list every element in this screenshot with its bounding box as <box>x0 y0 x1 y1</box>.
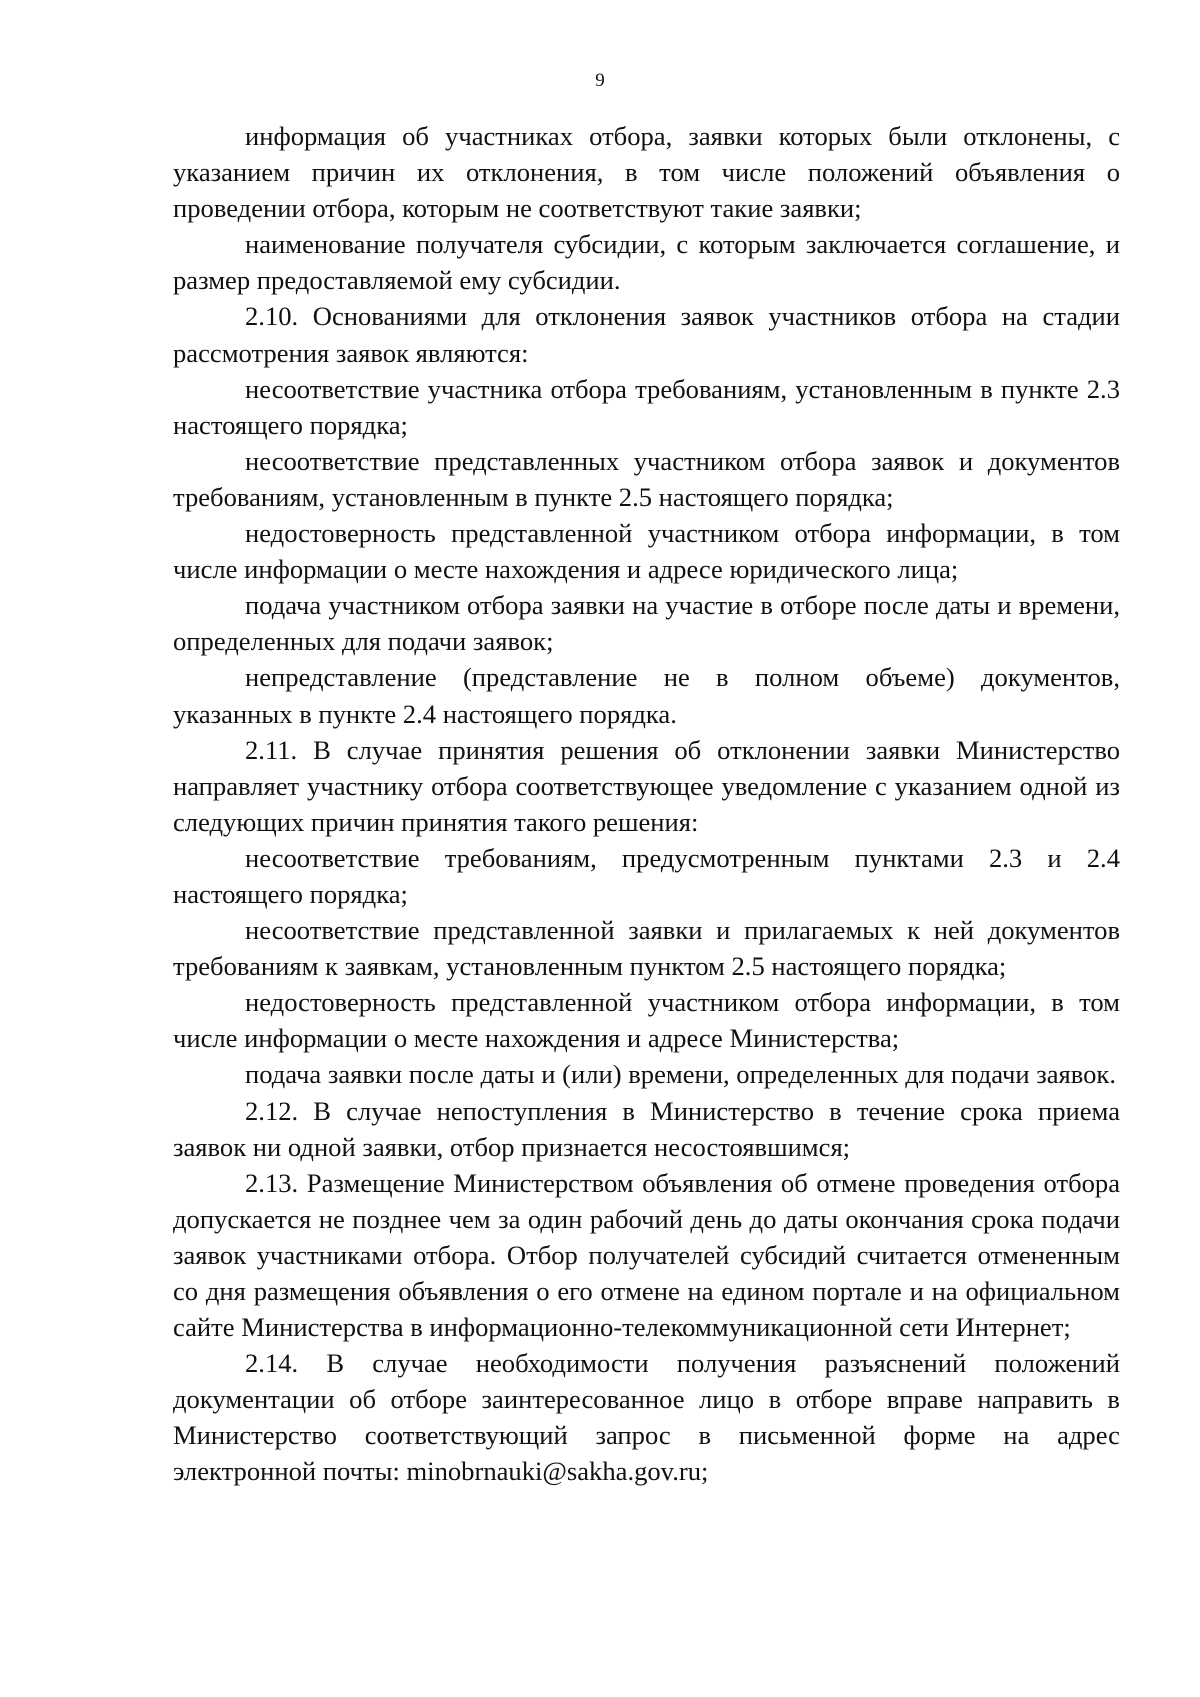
paragraph-rejected-participants-info: информация об участниках отбора, заявки которых были отклонены, с указанием причин их отклонения, в том числе положений объявления о проведении отбора, которым не соответствуют такие заявки; <box>173 121 1120 224</box>
paragraph-2-14-clarification-request: 2.14. В случае необходимости получения разъяснений положений документации об отборе заинтересованное лицо в отборе вправе направить в Министерство соответствующий запрос в письменной форме на адрес электронной почты: minobrnauki@sakha.gov.ru; <box>173 1348 1120 1487</box>
paragraph-missing-documents: непредставление (представление не в полном объеме) документов, указанных в пункте 2.4 настоящего порядка. <box>173 662 1120 729</box>
paragraph-2-12-no-applications: 2.12. В случае непоступления в Министерство в течение срока приема заявок ни одной заявки, отбор признается несостоявшимся; <box>173 1095 1120 1162</box>
document-body <box>173 118 1120 1490</box>
paragraph-late-submission-time: подача заявки после даты и (или) времени, определенных для подачи заявок. <box>245 1059 1116 1090</box>
paragraph-unreliable-information-ministry: недостоверность представленной участником отбора информации, в том числе информации о месте нахождения и адресе Министерства; <box>173 987 1120 1054</box>
paragraph-2-13-selection-cancellation: 2.13. Размещение Министерством объявления об отмене проведения отбора допускается не позднее чем за один рабочий день до даты окончания срока подачи заявок участниками отбора. Отбор получателей субсидий считается отмененным со дня размещения объявления о его отмене на едином портале и на официальном сайте Министерства в информационно-телекоммуникационной сети Интернет; <box>173 1167 1120 1343</box>
paragraph-late-submission: подача участником отбора заявки на участие в отборе после даты и времени, определенных для подачи заявок; <box>173 590 1120 657</box>
paragraph-application-nonconformity: несоответствие представленной заявки и прилагаемых к ней документов требованиям к заявкам, установленным пунктом 2.5 настоящего порядка; <box>173 915 1120 982</box>
page-number: 9 <box>595 70 605 91</box>
paragraph-requirements-nonconformity: несоответствие требованиям, предусмотренным пунктами 2.3 и 2.4 настоящего порядка; <box>173 842 1120 909</box>
paragraph-documents-nonconformity: несоответствие представленных участником отбора заявок и документов требованиям, установленным в пункте 2.5 настоящего порядка; <box>173 445 1120 512</box>
paragraph-unreliable-information: недостоверность представленной участником отбора информации, в том числе информации о месте нахождения и адресе юридического лица; <box>173 518 1120 585</box>
paragraph-2-10-rejection-grounds: 2.10. Основаниями для отклонения заявок участников отбора на стадии рассмотрения заявок являются: <box>173 301 1120 368</box>
paragraph-subsidy-recipient-name: наименование получателя субсидии, с которым заключается соглашение, и размер предоставляемой ему субсидии. <box>173 229 1120 296</box>
paragraph-2-11-rejection-notice: 2.11. В случае принятия решения об отклонении заявки Министерство направляет участнику отбора соответствующее уведомление с указанием одной из следующих причин принятия такого решения: <box>173 734 1120 837</box>
paragraph-participant-nonconformity: несоответствие участника отбора требованиям, установленным в пункте 2.3 настоящего порядка; <box>173 373 1120 440</box>
